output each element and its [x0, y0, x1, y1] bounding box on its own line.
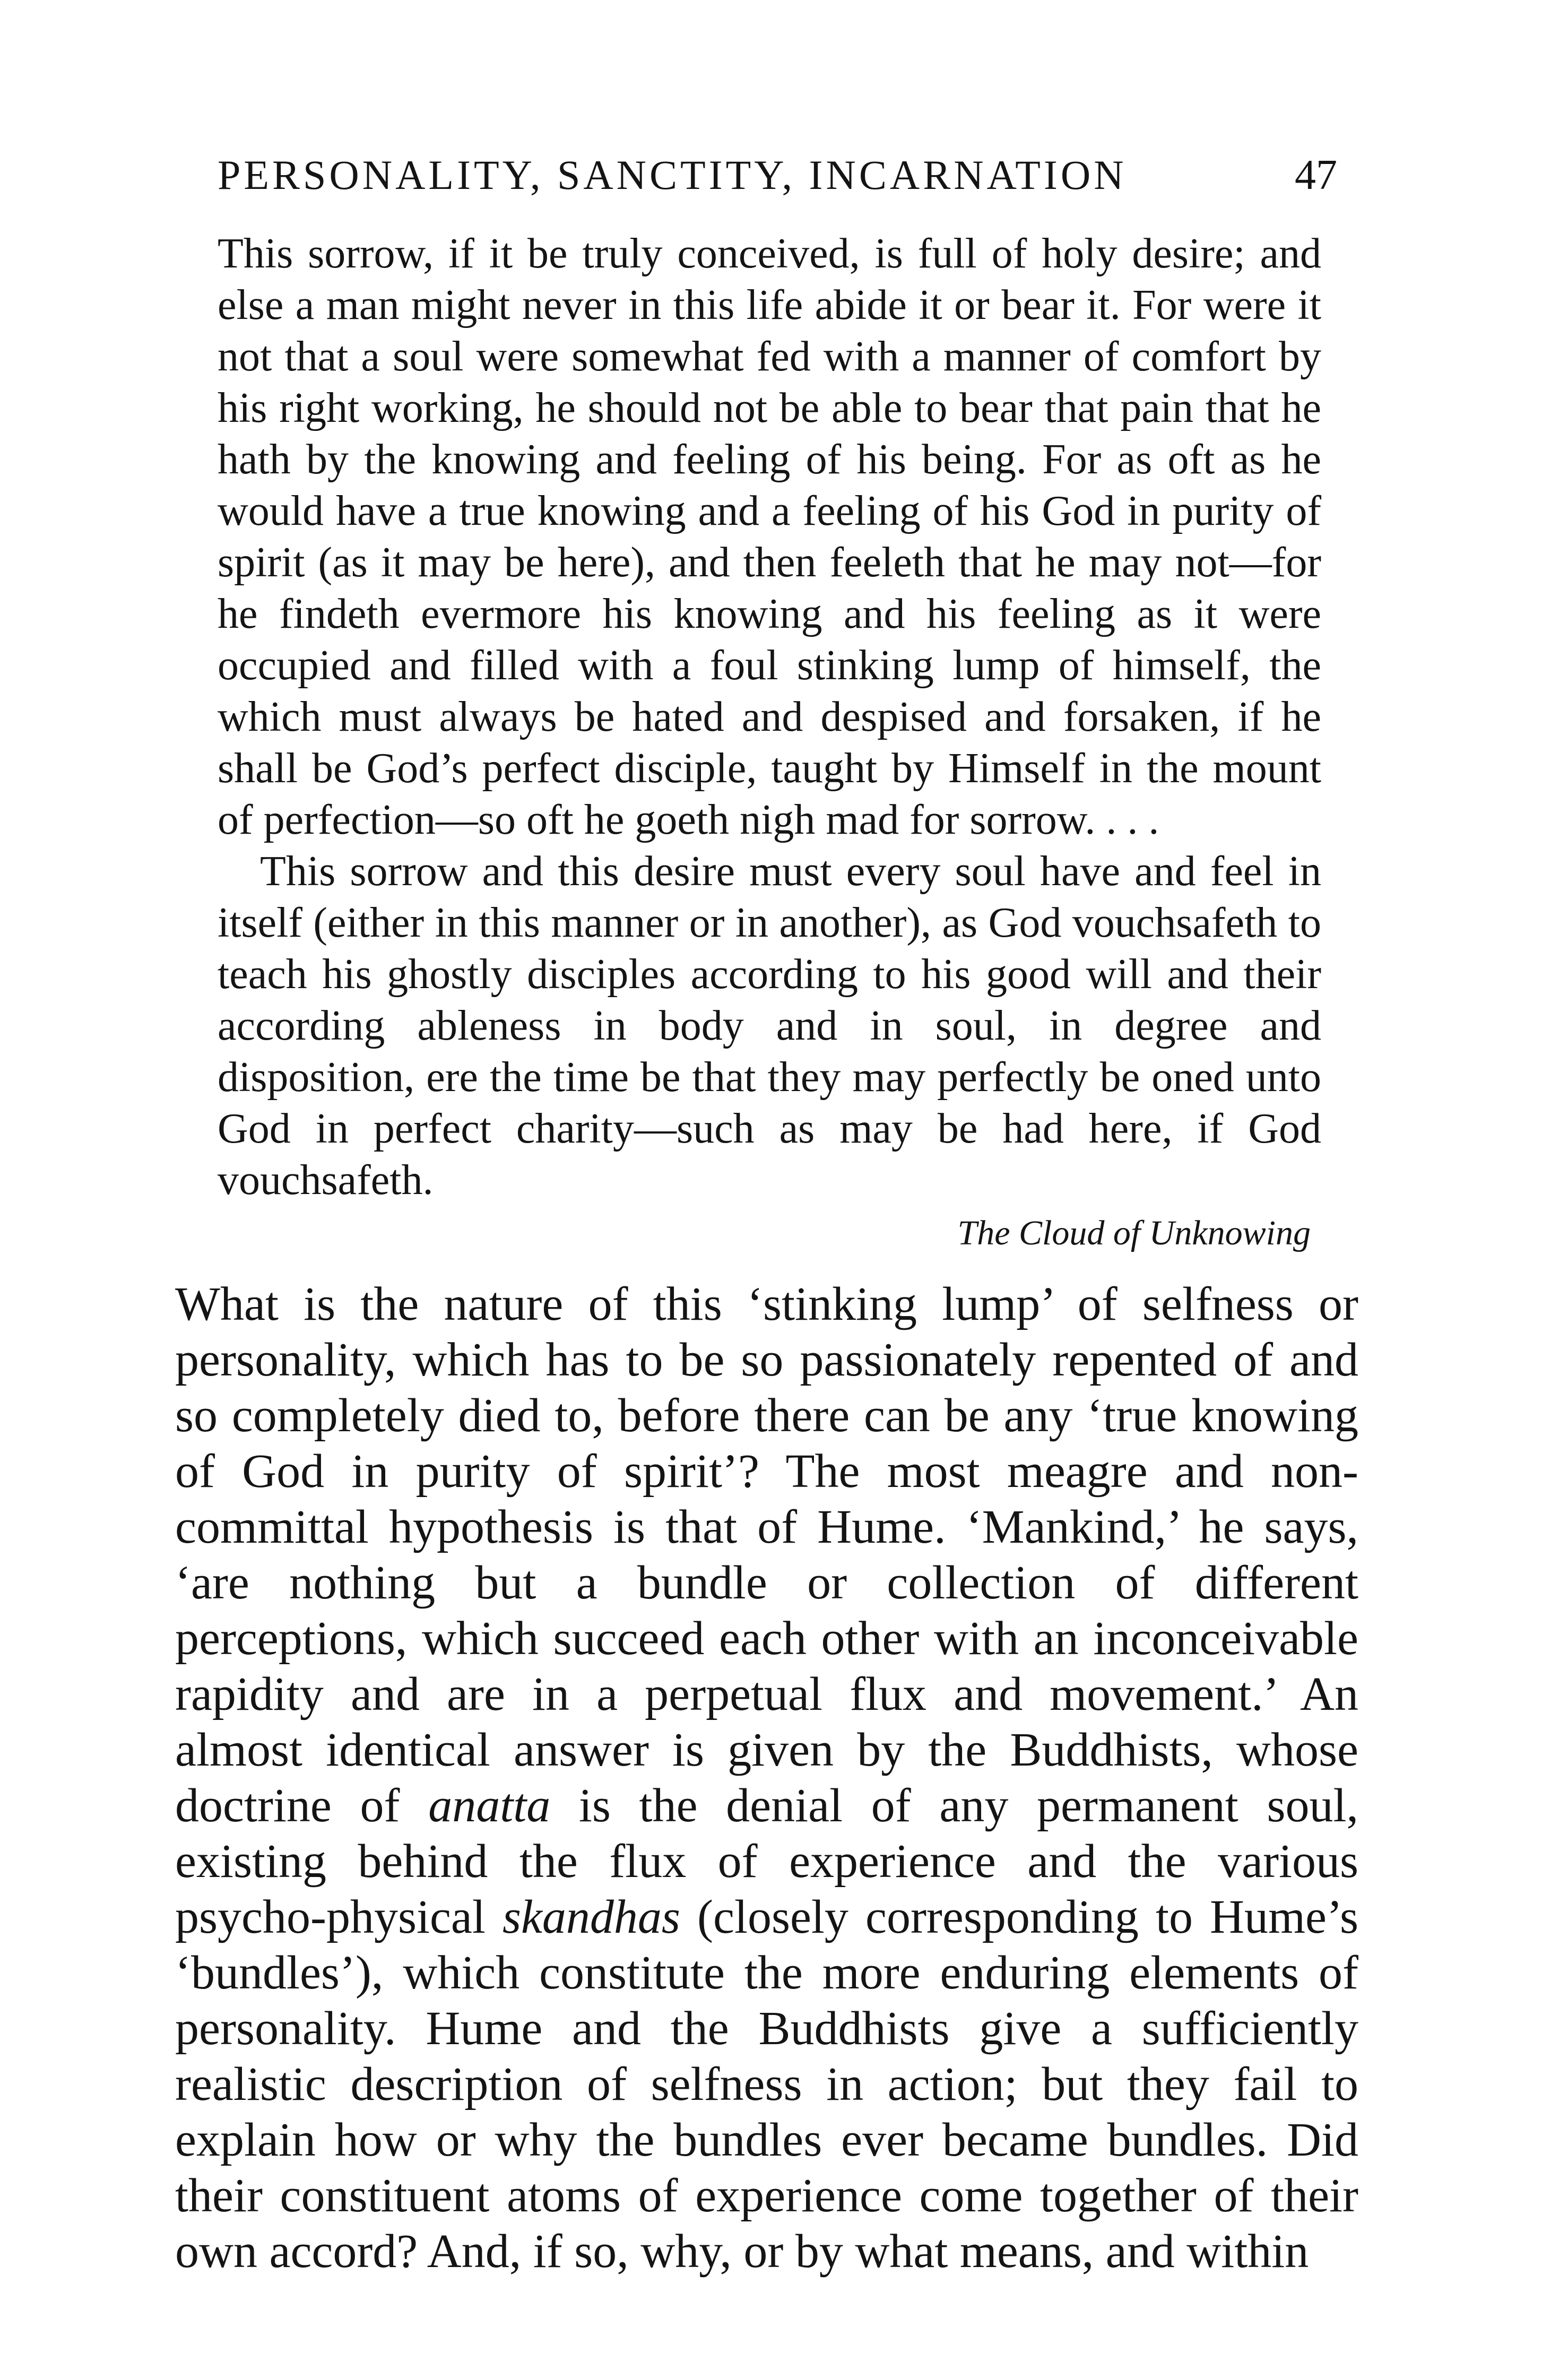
- body-text-part-3: (closely corresponding to Hume’s ‘bundles’), which constitute the more enduring elements of personality. Hume and the Buddhists give a sufficiently realistic description of selfness in action; but they fail to explain how or why the bundles ever became bundles. Did their constituent atoms of experience come together of their own accord? And, if so, why, or by what means, and within: [175, 1891, 1358, 2278]
- block-quotation: [218, 228, 1321, 1257]
- running-title: PERSONALITY, SANCTITY, INCARNATION: [218, 152, 1127, 198]
- body-text-part-2: is the denial of any permanent soul, existing behind the flux of experience and the various psycho-physical: [175, 1779, 1359, 1943]
- running-head: [218, 151, 1337, 210]
- quote-attribution: The Cloud of Unknowing: [957, 1214, 1311, 1252]
- term-skandhas: skandhas: [502, 1891, 680, 1943]
- body-text: [175, 1276, 1358, 2279]
- page-number: 47: [1295, 152, 1337, 198]
- term-anatta: anatta: [428, 1779, 551, 1832]
- quote-paragraph-1: This sorrow, if it be truly conceived, is full of holy desire; and else a man might never in this life abide it or bear it. For were it not that a soul were somewhat fed with a manner of comfort by his right working, he should not be able to bear that pain that he hath by the knowing and feeling of his being. For as oft as he would have a true knowing and a feeling of his God in purity of spirit (as it may be here), and then feeleth that he may not—for he findeth evermore his knowing and his feeling as it were occupied and filled with a foul stinking lump of himself, the which must always be hated and despised and forsaken, if he shall be God’s perfect disciple, taught by Himself in the mount of perfection—so oft he goeth nigh mad for sorrow. . . .: [218, 230, 1321, 843]
- body-paragraph: [175, 1276, 1358, 2279]
- body-text-part-1: What is the nature of this ‘stinking lump’ of selfness or personality, which has to be so passionately repented of and so completely died to, before there can be any ‘true knowing of God in purity of spirit’? The most meagre and non-committal hypothesis is that of Hume. ‘Mankind,’ he says, ‘are nothing but a bundle or collection of different perceptions, which succeed each other with an inconceivable rapidity and are in a perpetual flux and movement.’ An almost identical answer is given by the Buddhists, whose doctrine of: [175, 1278, 1358, 1832]
- quote-paragraph-2: This sorrow and this desire must every soul have and feel in itself (either in this manner or in another), as God vouchsafeth to teach his ghostly disciples according to his good will and their according ableness in body and in soul, in degree and disposition, ere the time be that they may perfectly be oned unto God in perfect charity—such as may be had here, if God vouchsafeth.: [218, 848, 1321, 1204]
